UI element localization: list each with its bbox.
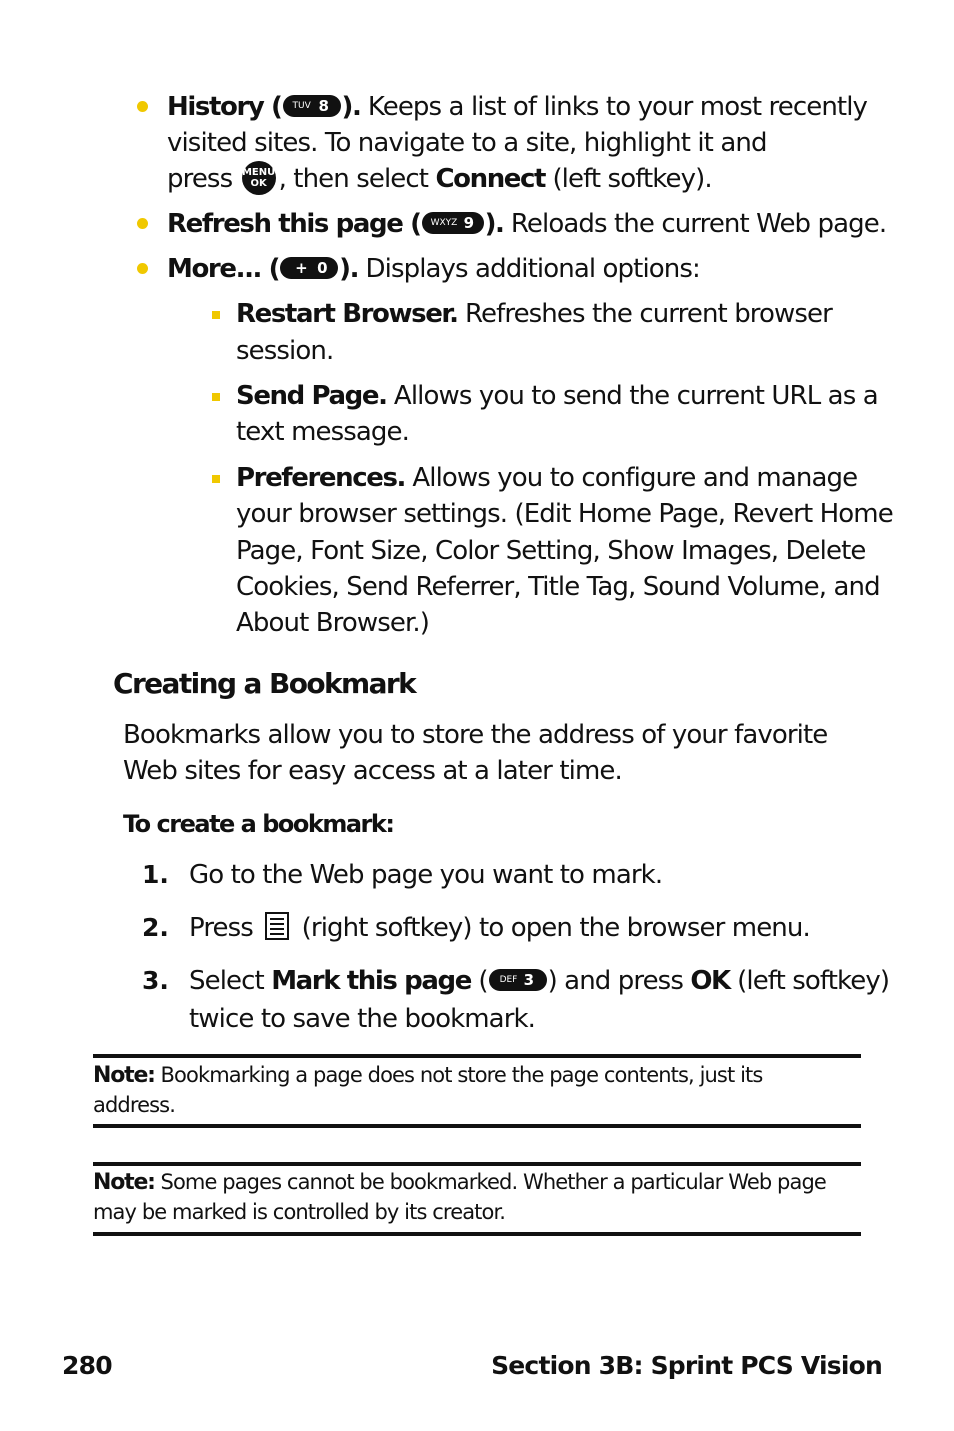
preferences-line-2: your browser settings. (Edit Home Page, Revert Home: [236, 499, 893, 529]
menu-ok-key-icon: MENU OK: [242, 161, 276, 195]
menu-softkey-icon: [262, 911, 292, 941]
bullet: [137, 101, 148, 112]
history-option: History ( TUV 8 ). Keeps a list of links to your most recently: [167, 92, 868, 122]
note-1-line-1: Note: Bookmarking a page does not store the page contents, just its: [93, 1063, 763, 1088]
preferences-line-5: About Browser.): [236, 608, 430, 638]
preferences-line-3: Page, Font Size, Color Setting, Show Images, Delete: [236, 536, 866, 566]
section-heading: Creating a Bookmark: [113, 667, 416, 700]
sub-bullet: [212, 393, 220, 401]
note-bottom-rule: [93, 1124, 861, 1128]
procedure-subheading: To create a bookmark:: [123, 810, 394, 838]
restart-browser-option: Restart Browser. Refreshes the current browser: [236, 299, 832, 329]
bullet: [137, 218, 148, 229]
wxyz-9-key-icon: WXYZ 9: [422, 212, 484, 234]
def-3-key-icon: DEF 3: [489, 969, 547, 991]
tuv-8-key-icon: TUV 8: [283, 95, 341, 117]
history-desc-line-3: press MENU OK , then select Connect (left softkey).: [167, 162, 712, 196]
more-title: More... (: [167, 254, 280, 284]
page-number: 280: [62, 1351, 112, 1380]
more-option: More... ( + 0 ). Displays additional options:: [167, 254, 700, 284]
mark-this-page-label: Mark this page: [271, 966, 471, 996]
step-1-text: Go to the Web page you want to mark.: [189, 860, 663, 890]
note-label: Note:: [93, 1170, 155, 1195]
sub-bullet: [212, 475, 220, 483]
step-2-text: Press (right softkey) to open the browser menu.: [189, 911, 810, 945]
step-3-text: Select Mark this page ( DEF 3 ) and press OK (left softkey): [189, 966, 890, 996]
note-bottom-rule: [93, 1232, 861, 1236]
connect-label: Connect: [435, 164, 546, 194]
preferences-line-4: Cookies, Send Referrer, Title Tag, Sound Volume, and: [236, 572, 880, 602]
sub-bullet: [212, 311, 220, 319]
send-page-line-2: text message.: [236, 417, 409, 447]
note-2-line-1: Note: Some pages cannot be bookmarked. Whether a particular Web page: [93, 1170, 826, 1195]
history-title: History (: [167, 92, 282, 122]
preferences-option: Preferences. Allows you to configure and manage: [236, 463, 858, 493]
restart-browser-line-2: session.: [236, 336, 334, 366]
note-top-rule: [93, 1054, 861, 1058]
intro-line-2: Web sites for easy access at a later time.: [123, 756, 622, 786]
refresh-title: Refresh this page (: [167, 209, 421, 239]
ok-label: OK: [690, 966, 730, 996]
note-label: Note:: [93, 1063, 155, 1088]
bullet: [137, 263, 148, 274]
send-page-option: Send Page. Allows you to send the current URL as a: [236, 381, 878, 411]
step-number: 2.: [142, 913, 169, 942]
note-top-rule: [93, 1162, 861, 1166]
refresh-option: Refresh this page ( WXYZ 9 ). Reloads the current Web page.: [167, 209, 887, 239]
step-number: 1.: [142, 860, 169, 889]
section-title: Section 3B: Sprint PCS Vision: [491, 1351, 882, 1380]
note-1-line-2: address.: [93, 1093, 175, 1117]
intro-line-1: Bookmarks allow you to store the address of your favorite: [123, 720, 828, 750]
note-2-line-2: may be marked is controlled by its creator.: [93, 1200, 506, 1224]
plus-0-key-icon: + 0: [280, 257, 338, 279]
step-number: 3.: [142, 966, 169, 995]
history-desc-line-2: visited sites. To navigate to a site, highlight it and: [167, 128, 767, 158]
step-3-line-2: twice to save the bookmark.: [189, 1004, 536, 1034]
